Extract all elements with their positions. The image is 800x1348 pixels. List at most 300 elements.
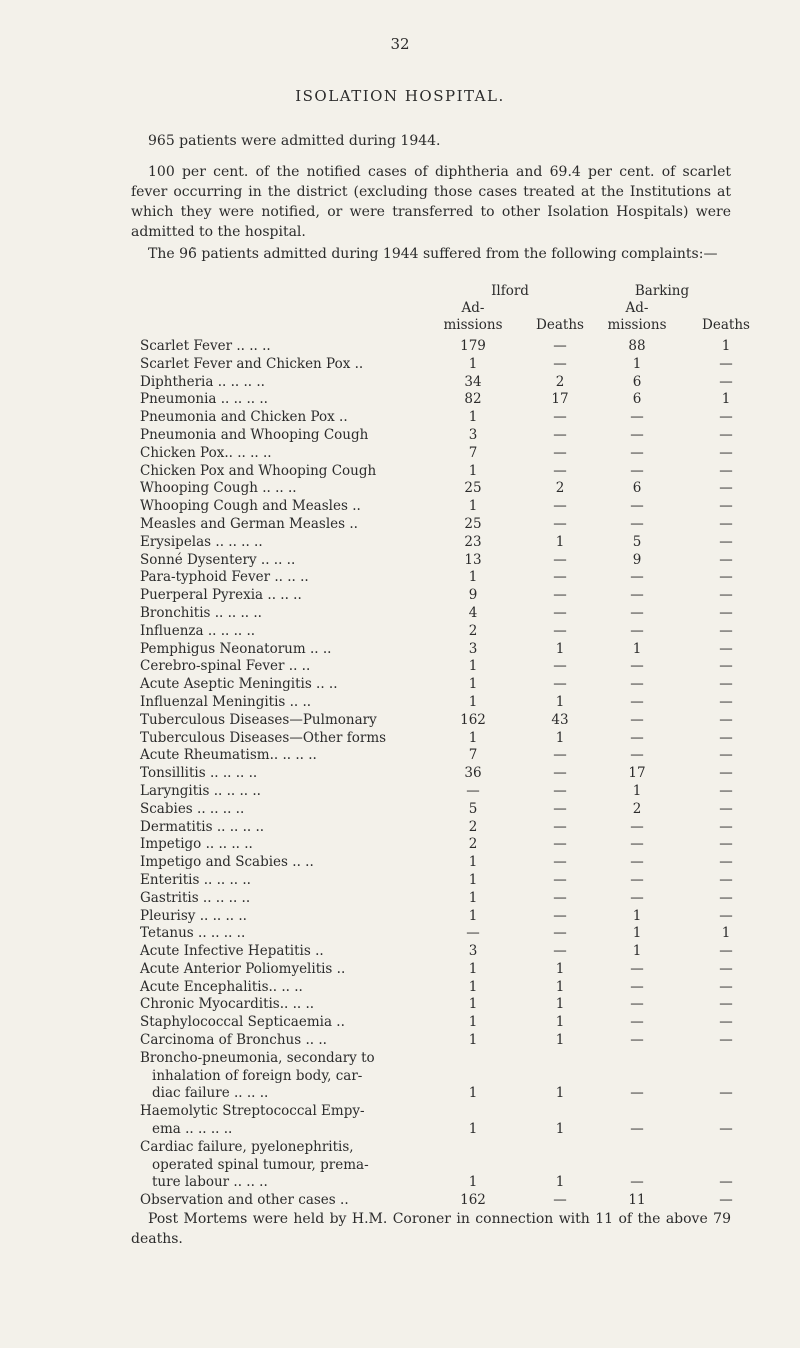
cell-ilford-admissions: 1 (468, 409, 478, 426)
row-label-text: Pemphigus Neonatorum (140, 640, 306, 657)
table-row (140, 658, 760, 676)
row-label-text: Acute Infective Hepatitis (140, 943, 311, 960)
header-line: Deaths (536, 317, 584, 333)
cell-ilford-deaths: 43 (551, 711, 569, 728)
cell-ilford-deaths: — (553, 604, 567, 621)
cell-barking-deaths: — (719, 1014, 733, 1031)
leader-dots: .. .. (311, 676, 338, 693)
row-label (140, 516, 445, 534)
cell-barking-admissions: — (630, 1121, 644, 1138)
cell-ilford-admissions: — (466, 782, 480, 799)
table-row (140, 747, 760, 765)
row-label-text: Sonné Dysentery (140, 551, 257, 568)
row-label (140, 587, 445, 605)
cell-ilford-deaths: 1 (555, 1174, 565, 1191)
row-label (140, 658, 445, 676)
cell-barking-admissions: 9 (632, 551, 642, 568)
row-label-text: Tuberculous Diseases—Other forms (140, 729, 387, 746)
row-label-text: Pneumonia and Whooping Cough (140, 426, 369, 443)
leader-dots: .. .. .. (232, 338, 271, 354)
cell-ilford-deaths: — (553, 1192, 567, 1209)
row-label (140, 623, 445, 641)
row-label-text: Para-typhoid Fever (140, 569, 271, 586)
cell-barking-admissions: 11 (628, 1192, 646, 1209)
leader-dots: .. .. .. .. (193, 925, 246, 942)
table-row (140, 356, 760, 374)
row-label-text: Chicken Pox (140, 444, 225, 461)
row-label-text: Chicken Pox and Whooping Cough (140, 462, 377, 479)
row-label-text: Acute Aseptic Meningitis (140, 676, 312, 693)
row-label-text: Tonsillitis (140, 765, 206, 782)
row-label (140, 712, 445, 730)
row-label-text: Acute Anterior Poliomyelitis (140, 960, 333, 977)
cell-ilford-deaths: 2 (555, 373, 565, 390)
cell-ilford-admissions: 1 (468, 1121, 478, 1138)
cell-barking-deaths: — (719, 711, 733, 728)
row-label-text: Tetanus (140, 925, 194, 942)
cell-barking-deaths: — (719, 533, 733, 550)
cell-barking-deaths: — (719, 676, 733, 693)
row-label-text: Pneumonia (140, 391, 217, 408)
table-row (140, 890, 760, 908)
cell-ilford-deaths: — (553, 676, 567, 693)
row-label-text: Impetigo (140, 836, 202, 853)
leader-dots: .. .. .. .. (195, 907, 247, 924)
cell-ilford-admissions: 2 (468, 622, 478, 639)
header-line: missions (443, 317, 503, 333)
cell-barking-admissions: 1 (632, 943, 642, 960)
cell-barking-admissions: — (630, 711, 644, 728)
cell-barking-deaths: — (719, 355, 733, 372)
column-header-barking-admissions (597, 300, 677, 334)
cell-ilford-deaths: — (553, 622, 567, 639)
table-row (140, 730, 760, 748)
row-label-text: Diphtheria (140, 373, 214, 390)
row-label (140, 1192, 445, 1210)
row-label (140, 338, 445, 356)
row-label (140, 872, 445, 890)
cell-barking-deaths: — (719, 907, 733, 924)
cell-barking-deaths: — (719, 622, 733, 639)
cell-barking-admissions: — (630, 569, 644, 586)
row-label (140, 391, 445, 409)
cell-barking-deaths: — (719, 498, 733, 515)
cell-ilford-admissions: 2 (468, 836, 478, 853)
leader-dots: .. .. (284, 658, 311, 675)
table-row (140, 783, 760, 801)
table-row (140, 765, 760, 783)
row-label-text: Observation and other cases (140, 1192, 336, 1209)
table-row (140, 1014, 760, 1032)
row-label-text: Impetigo and Scabies (140, 854, 288, 871)
cell-barking-deaths: — (719, 640, 733, 657)
cell-barking-deaths: — (719, 943, 733, 960)
row-label-text: Carcinoma of Bronchus (140, 1032, 302, 1049)
row-label-text: Staphylococcal Septicaemia (140, 1014, 332, 1031)
cell-ilford-deaths: — (553, 889, 567, 906)
table-row (140, 872, 760, 890)
row-label-text: Scarlet Fever and Chicken Pox (140, 355, 351, 372)
cell-ilford-admissions: — (466, 925, 480, 942)
cell-barking-deaths: — (719, 551, 733, 568)
cell-barking-deaths: — (719, 854, 733, 871)
leader-dots: .. .. .. .. (213, 373, 265, 390)
row-label-text: Dermatitis (140, 818, 213, 835)
leader-dots: .. (332, 960, 346, 977)
cell-ilford-admissions: 3 (468, 640, 478, 657)
cell-barking-admissions: — (630, 622, 644, 639)
row-label (140, 356, 445, 374)
cell-barking-deaths: — (719, 871, 733, 888)
cell-barking-deaths: — (719, 960, 733, 977)
row-label (140, 996, 445, 1014)
paragraph-post-mortems: Post Mortems were held by H.M. Coroner in connection with 11 of the above 79 deaths. (131, 1211, 731, 1247)
cell-ilford-admissions: 5 (468, 800, 478, 817)
column-header-ilford-deaths (520, 300, 600, 334)
cell-barking-deaths: — (719, 1192, 733, 1209)
cell-ilford-admissions: 1 (468, 569, 478, 586)
cell-ilford-admissions: 7 (468, 747, 478, 764)
cell-barking-deaths: — (719, 996, 733, 1013)
cell-ilford-admissions: 34 (464, 373, 482, 390)
row-label-text: Broncho-pneumonia, secondary to (140, 1049, 375, 1066)
row-label-continuation: operated spinal tumour, prema- (152, 1156, 369, 1173)
cell-barking-deaths: — (719, 1032, 733, 1049)
cell-barking-admissions: — (630, 604, 644, 621)
cell-ilford-deaths: 1 (555, 960, 565, 977)
cell-ilford-admissions: 1 (468, 978, 478, 995)
leader-dots: .. .. .. .. (205, 765, 258, 782)
cell-barking-admissions: — (630, 854, 644, 871)
cell-ilford-deaths: — (553, 462, 567, 479)
row-label-text: Erysipelas (140, 533, 212, 550)
cell-ilford-admissions: 36 (464, 765, 482, 782)
row-label-text: Gastritis (140, 889, 199, 906)
cell-barking-admissions: — (630, 960, 644, 977)
cell-barking-deaths: — (719, 765, 733, 782)
cell-barking-deaths: — (719, 444, 733, 461)
cell-ilford-admissions: 1 (468, 1032, 478, 1049)
header-line: Ad- (625, 300, 649, 316)
table-row (140, 374, 760, 392)
cell-ilford-deaths: — (553, 818, 567, 835)
row-label (140, 463, 445, 481)
column-group-ilford: Ilford (491, 283, 529, 299)
row-label (140, 498, 445, 516)
row-label-text: Influenza (140, 622, 204, 639)
paragraph-notified-cases: 100 per cent. of the notified cases of diphtheria and 69.4 per cent. of scarlet fever occurring in the district (excluding those cases treated at the Institutions at which they were notified, or were transferred to other Isolation Hospitals) were admitted to the hospital. (131, 164, 731, 240)
cell-barking-admissions: — (630, 426, 644, 443)
cell-ilford-admissions: 25 (464, 515, 482, 532)
cell-ilford-deaths: — (553, 569, 567, 586)
cell-barking-admissions: — (630, 729, 644, 746)
cell-ilford-deaths: 2 (555, 480, 565, 497)
cell-barking-deaths: — (719, 373, 733, 390)
cell-barking-deaths: — (719, 889, 733, 906)
row-label (140, 943, 445, 961)
table-row (140, 1050, 760, 1103)
cell-ilford-deaths: — (553, 355, 567, 372)
table-row (140, 854, 760, 872)
row-label (140, 534, 445, 552)
table-row (140, 694, 760, 712)
cell-ilford-deaths: — (553, 925, 567, 942)
table-row (140, 569, 760, 587)
cell-ilford-deaths: — (553, 943, 567, 960)
cell-ilford-admissions: 1 (468, 693, 478, 710)
column-header-barking-deaths (686, 300, 766, 334)
row-label (140, 979, 445, 997)
cell-ilford-deaths: — (553, 765, 567, 782)
leader-dots: .. (310, 943, 324, 960)
cell-ilford-deaths: — (553, 551, 567, 568)
leader-dots: .. (345, 515, 358, 532)
cell-barking-deaths: — (719, 800, 733, 817)
row-label (140, 605, 445, 623)
cell-ilford-deaths: — (553, 800, 567, 817)
cell-barking-deaths: 1 (721, 391, 731, 408)
cell-barking-admissions: — (630, 978, 644, 995)
cell-ilford-deaths: 1 (555, 533, 565, 550)
cell-ilford-admissions: 1 (468, 907, 478, 924)
table-row (140, 979, 760, 997)
table-row (140, 908, 760, 926)
cell-barking-admissions: — (630, 996, 644, 1013)
leader-dots: .. .. .. .. (224, 444, 272, 461)
cell-ilford-admissions: 1 (468, 676, 478, 693)
leader-dots: .. .. .. .. (210, 604, 262, 621)
complaints-table (140, 338, 760, 1210)
row-label (140, 854, 445, 872)
row-label (140, 730, 445, 748)
cell-barking-deaths: — (719, 426, 733, 443)
cell-ilford-admissions: 162 (460, 1192, 486, 1209)
page-number: 32 (390, 35, 410, 53)
cell-ilford-admissions: 3 (468, 426, 478, 443)
cell-barking-admissions: 1 (632, 640, 642, 657)
cell-barking-admissions: — (630, 676, 644, 693)
cell-ilford-admissions: 1 (468, 889, 478, 906)
cell-ilford-deaths: — (553, 854, 567, 871)
leader-dots: .. .. .. (270, 569, 309, 586)
cell-ilford-admissions: 1 (468, 1174, 478, 1191)
cell-ilford-admissions: 4 (468, 604, 478, 621)
row-label (140, 445, 445, 463)
cell-ilford-admissions: 1 (468, 871, 478, 888)
table-row (140, 1032, 760, 1050)
cell-barking-admissions: — (630, 587, 644, 604)
cell-ilford-deaths: 1 (555, 978, 565, 995)
cell-barking-admissions: — (630, 498, 644, 515)
cell-ilford-admissions: 2 (468, 818, 478, 835)
leader-dots: .. (347, 498, 361, 515)
cell-ilford-deaths: — (553, 426, 567, 443)
table-row (140, 943, 760, 961)
row-label-text: Chronic Myocarditis (140, 996, 280, 1013)
table-row (140, 338, 760, 356)
cell-barking-admissions: — (630, 836, 644, 853)
cell-barking-deaths: — (719, 818, 733, 835)
cell-barking-admissions: 1 (632, 925, 642, 942)
cell-barking-admissions: 6 (632, 391, 642, 408)
cell-ilford-admissions: 1 (468, 658, 478, 675)
row-label-text: Influenzal Meningitis (140, 693, 286, 710)
cell-barking-deaths: — (719, 480, 733, 497)
row-label-continuation: ema .. .. .. .. (152, 1121, 233, 1138)
leader-dots: .. .. (285, 693, 312, 710)
cell-ilford-admissions: 13 (464, 551, 482, 568)
cell-barking-deaths: — (719, 693, 733, 710)
leader-dots: .. .. .. .. (180, 1121, 233, 1138)
leader-dots: .. .. .. .. (198, 889, 251, 906)
row-label-text: Whooping Cough and Measles (140, 498, 348, 515)
cell-barking-admissions: — (630, 515, 644, 532)
cell-ilford-admissions: 179 (460, 338, 486, 354)
leader-dots: .. .. .. (256, 551, 296, 568)
cell-barking-admissions: 6 (632, 373, 642, 390)
cell-barking-deaths: — (719, 1085, 733, 1102)
cell-barking-deaths: — (719, 658, 733, 675)
column-group-barking: Barking (634, 283, 690, 299)
leader-dots: .. .. .. .. (269, 747, 317, 764)
row-label (140, 1014, 445, 1032)
cell-barking-admissions: — (630, 1085, 644, 1102)
cell-barking-admissions: 5 (632, 533, 642, 550)
paragraph-admissions: 965 patients were admitted during 1944. (148, 133, 441, 149)
row-label-text: Enteritis (140, 871, 200, 888)
cell-barking-deaths: — (719, 836, 733, 853)
cell-barking-deaths: — (719, 587, 733, 604)
row-label-text: Whooping Cough (140, 480, 258, 497)
leader-dots: .. .. .. (229, 1174, 268, 1191)
table-row (140, 427, 760, 445)
row-label (140, 694, 445, 712)
cell-barking-deaths: — (719, 729, 733, 746)
leader-dots: .. .. (305, 640, 332, 657)
table-row (140, 552, 760, 570)
row-label (140, 890, 445, 908)
row-label-text: Cardiac failure, pyelonephritis, (140, 1138, 354, 1155)
row-label (140, 641, 445, 659)
cell-barking-deaths: — (719, 604, 733, 621)
row-label-text: Cerebro-spinal Fever (140, 658, 285, 675)
cell-barking-admissions: — (630, 889, 644, 906)
row-label-text: Measles and German Measles (140, 515, 346, 532)
cell-ilford-admissions: 1 (468, 729, 478, 746)
cell-ilford-admissions: 23 (464, 533, 482, 550)
cell-ilford-admissions: 1 (468, 355, 478, 372)
row-label-text: Acute Rheumatism (140, 747, 270, 764)
header-line: Ad- (461, 300, 485, 316)
table-row (140, 1139, 760, 1192)
cell-barking-deaths: — (719, 515, 733, 532)
cell-barking-admissions: 2 (632, 800, 642, 817)
cell-ilford-admissions: 1 (468, 854, 478, 871)
cell-ilford-admissions: 1 (468, 462, 478, 479)
table-row (140, 925, 760, 943)
row-label-text: Pleurisy (140, 907, 196, 924)
row-label-text: Bronchitis (140, 604, 211, 621)
table-row (140, 445, 760, 463)
cell-ilford-deaths: 1 (555, 996, 565, 1013)
cell-barking-admissions: — (630, 818, 644, 835)
row-label (140, 961, 445, 979)
leader-dots: .. (335, 1192, 349, 1209)
table-row (140, 463, 760, 481)
column-header-ilford-admissions (433, 300, 513, 334)
row-label-continuation: inhalation of foreign body, car- (152, 1067, 363, 1084)
table-row (140, 676, 760, 694)
cell-ilford-deaths: — (553, 907, 567, 924)
cell-barking-admissions: — (630, 747, 644, 764)
row-label (140, 374, 445, 392)
table-row (140, 587, 760, 605)
row-label (140, 427, 445, 445)
cell-barking-deaths: 1 (721, 338, 731, 354)
cell-ilford-admissions: 7 (468, 444, 478, 461)
cell-ilford-deaths: 1 (555, 1121, 565, 1138)
cell-barking-admissions: — (630, 658, 644, 675)
cell-barking-deaths: — (719, 569, 733, 586)
leader-dots: .. .. .. (263, 587, 302, 604)
cell-ilford-deaths: — (553, 409, 567, 426)
table-row (140, 391, 760, 409)
cell-barking-admissions: 88 (628, 338, 646, 354)
cell-barking-admissions: — (630, 871, 644, 888)
row-label (140, 925, 445, 943)
cell-barking-admissions: — (630, 1032, 644, 1049)
leader-dots: .. (332, 1014, 345, 1031)
table-row (140, 712, 760, 730)
row-label (140, 783, 445, 801)
cell-ilford-deaths: — (553, 498, 567, 515)
cell-ilford-deaths: — (553, 747, 567, 764)
cell-ilford-deaths: 1 (555, 1085, 565, 1102)
row-label (140, 409, 445, 427)
row-label (140, 676, 445, 694)
cell-barking-admissions: — (630, 1174, 644, 1191)
cell-barking-admissions: — (630, 409, 644, 426)
cell-barking-deaths: — (719, 782, 733, 799)
leader-dots: .. (334, 409, 348, 426)
row-label-continuation: diac failure .. .. .. (152, 1085, 269, 1102)
cell-ilford-admissions: 162 (460, 711, 486, 728)
row-label (140, 765, 445, 783)
cell-ilford-deaths: — (553, 587, 567, 604)
table-row (140, 480, 760, 498)
cell-ilford-deaths: 17 (551, 391, 569, 408)
row-label (140, 836, 445, 854)
row-label (140, 569, 445, 587)
leader-dots: .. .. .. (268, 978, 303, 995)
table-row (140, 836, 760, 854)
leader-dots: .. .. (301, 1032, 327, 1049)
leader-dots: .. .. .. .. (201, 836, 253, 853)
row-label (140, 1103, 445, 1139)
leader-dots: .. .. .. .. (212, 818, 265, 835)
leader-dots: .. .. .. .. (203, 622, 256, 639)
cell-ilford-deaths: 1 (555, 693, 565, 710)
leader-dots: .. .. .. (257, 480, 297, 497)
leader-dots: .. .. .. .. (209, 782, 261, 799)
cell-ilford-deaths: — (553, 836, 567, 853)
table-row (140, 1192, 760, 1210)
cell-barking-deaths: — (719, 747, 733, 764)
leader-dots: .. .. .. .. (199, 871, 251, 888)
table-row (140, 409, 760, 427)
table-row (140, 498, 760, 516)
cell-ilford-deaths: 1 (555, 729, 565, 746)
